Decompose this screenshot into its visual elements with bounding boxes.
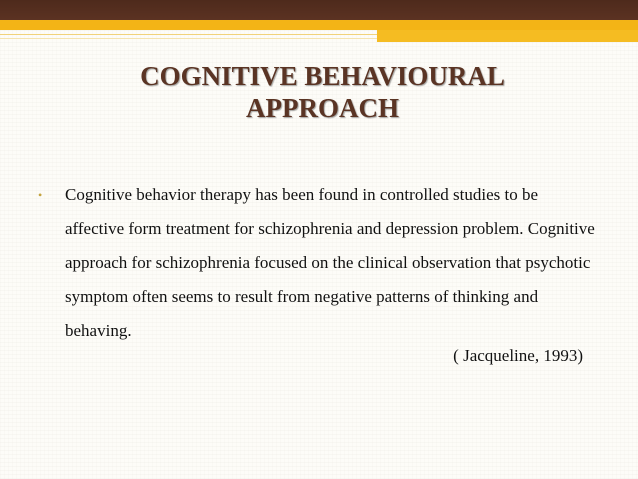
header-rule-secondary [0,38,377,39]
bullet-text: Cognitive behavior therapy has been found in controlled studies to be affective form treatment for schizophrenia and depression problem. Cognitive approach for schizophrenia focused on the clinical observation that psychotic symptom often seems to result from negative patterns of thinking and behaving. [65,185,595,340]
citation: ( Jacqueline, 1993) [453,346,583,365]
bullet-marker: • [38,188,43,202]
slide-title [60,60,585,124]
header-brown-bar [0,0,638,20]
slide-title-line-1: COGNITIVE BEHAVIOURAL [140,61,505,91]
header-rule [0,34,377,35]
slide-body [35,178,595,348]
header-gold-bar [0,20,638,30]
header-gold-accent [377,30,638,42]
bullet-item [35,178,595,348]
slide-title-line-2: APPROACH [246,93,399,123]
